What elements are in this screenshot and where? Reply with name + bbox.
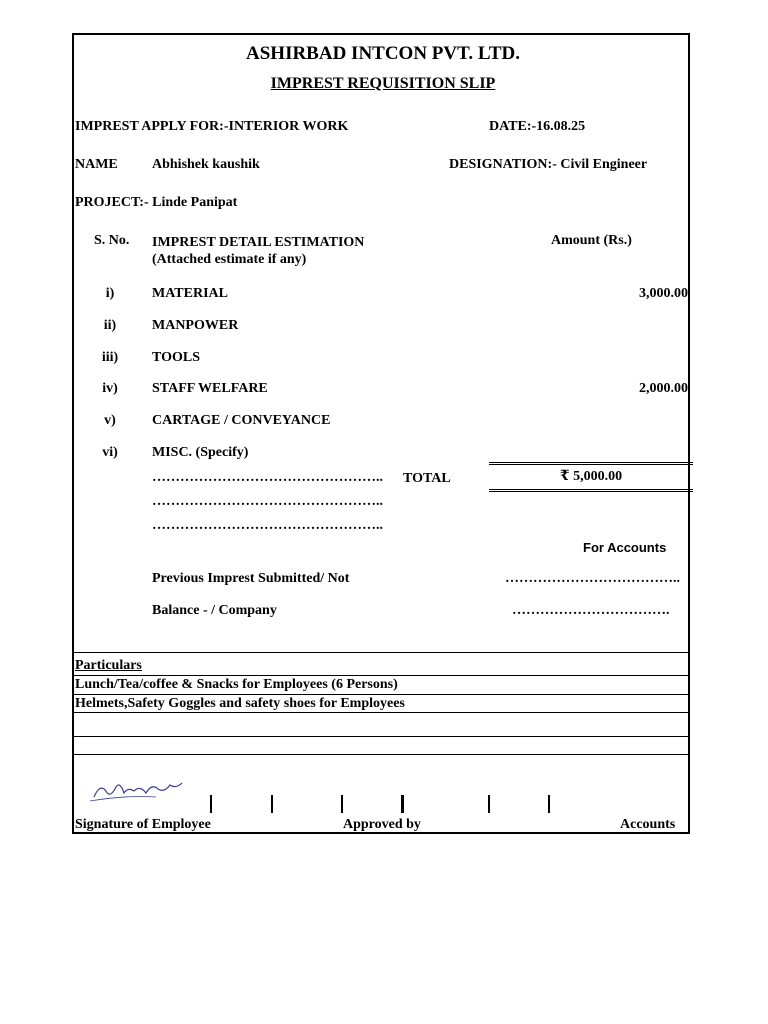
item-label: TOOLS	[152, 350, 200, 365]
grid-line	[74, 652, 690, 653]
particulars-row: Helmets,Safety Goggles and safety shoes for Employees	[75, 696, 405, 711]
balance-label: Balance - / Company	[152, 603, 277, 618]
grid-line	[74, 675, 690, 676]
company-name: ASHIRBAD INTCON PVT. LTD.	[246, 43, 520, 64]
item-amount: 3,000.00	[639, 286, 688, 301]
total-value: ₹ 5,000.00	[559, 469, 623, 484]
detail-header: IMPREST DETAIL ESTIMATION	[152, 235, 365, 250]
item-sno: iii)	[101, 350, 119, 365]
grid-line	[74, 694, 690, 695]
item-sno: vi)	[102, 445, 118, 460]
item-label: MISC. (Specify)	[152, 445, 249, 460]
detail-subheader: (Attached estimate if any)	[152, 252, 307, 267]
signature-separator	[271, 795, 273, 813]
employee-signature	[86, 773, 196, 805]
item-label: STAFF WELFARE	[152, 381, 268, 396]
item-sno: v)	[104, 413, 116, 428]
designation: DESIGNATION:- Civil Engineer	[449, 157, 648, 172]
previous-imprest-dots: ………………………………..	[505, 571, 680, 586]
item-amount: 2,000.00	[639, 381, 688, 396]
amount-header: Amount (Rs.)	[551, 233, 632, 248]
balance-dots: …………………………….	[512, 603, 670, 618]
signature-separator	[210, 795, 212, 813]
grid-line	[74, 736, 690, 737]
signature-separator	[401, 795, 404, 813]
dotted-line: …………………………………………..	[152, 518, 383, 533]
requisition-slip	[72, 33, 690, 834]
date: DATE:-16.08.25	[489, 119, 586, 134]
particulars-row: Lunch/Tea/coffee & Snacks for Employees (6 Persons)	[75, 677, 398, 692]
dotted-line: …………………………………………..	[152, 470, 383, 485]
project: PROJECT:- Linde Panipat	[75, 195, 238, 210]
total-label: TOTAL	[403, 471, 451, 486]
item-sno: iv)	[102, 381, 118, 396]
name-label: NAME	[75, 157, 118, 172]
name-value: Abhishek kaushik	[152, 157, 260, 172]
apply-for: IMPREST APPLY FOR:-INTERIOR WORK	[75, 119, 349, 134]
item-sno: i)	[105, 286, 115, 301]
for-accounts-heading: For Accounts	[583, 540, 667, 555]
accounts-signature-label: Accounts	[620, 817, 676, 832]
signature-separator	[488, 795, 490, 813]
grid-line	[74, 754, 690, 755]
signature-separator	[548, 795, 550, 813]
grid-line	[74, 712, 690, 713]
previous-imprest-label: Previous Imprest Submitted/ Not	[152, 571, 350, 586]
slip-title: IMPREST REQUISITION SLIP	[270, 75, 496, 92]
approved-by-label: Approved by	[343, 817, 421, 832]
employee-signature-label: Signature of Employee	[75, 817, 211, 832]
total-box	[489, 462, 693, 492]
item-label: MANPOWER	[152, 318, 239, 333]
item-label: MATERIAL	[152, 286, 228, 301]
dotted-line: …………………………………………..	[152, 494, 383, 509]
particulars-heading: Particulars	[75, 658, 142, 673]
item-label: CARTAGE / CONVEYANCE	[152, 413, 331, 428]
item-sno: ii)	[103, 318, 117, 333]
signature-separator	[341, 795, 343, 813]
sno-header: S. No.	[94, 233, 130, 248]
